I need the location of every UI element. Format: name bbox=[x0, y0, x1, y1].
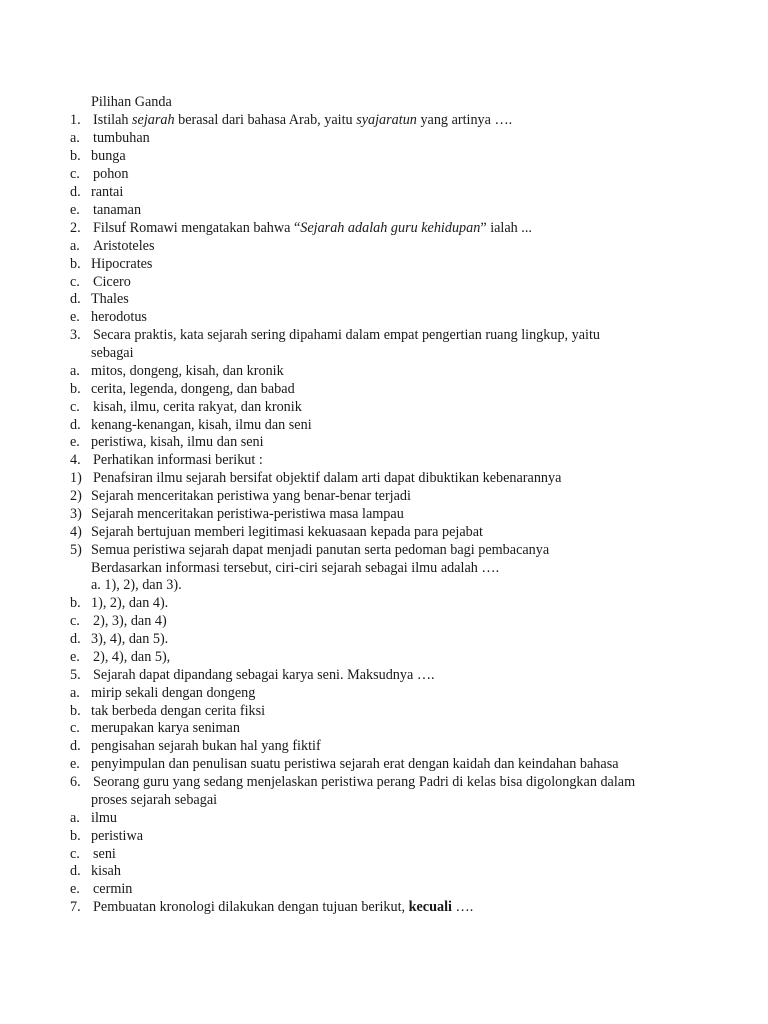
question-number: 4. bbox=[70, 452, 81, 468]
emphasis-kecuali: kecuali bbox=[408, 899, 452, 915]
question-number: 2. bbox=[70, 220, 81, 236]
question-text-continued: proses sejarah sebagai bbox=[91, 792, 218, 808]
question-number: 1. bbox=[70, 112, 81, 128]
document-page: Pilihan Ganda 1. Istilah sejarah berasal dari bahasa Arab, yaitu syajaratun yang artinya …. a. tumbuhan b. bunga c. pohon d. rantai e. tanaman 2. Filsuf Romawi mengatakan bahwa “Sejarah adalah guru kehidupan” ialah ... a. Aristoteles b. Hipocrates c. Cicero d. Thales e. herodotus 3. Secara praktis, kata sejarah sering dipahami dalam empat pengertian ruang lingkup, yaitu sebagai a. mitos, dongeng, kisah, dan kronik b. cerita, legenda, dongeng, dan babad c. kisah, ilmu, cerita rakyat, dan kronik d. kenang-kenangan, kisah, ilmu dan seni e. peristiwa, kisah, ilmu dan seni 4. Perhatikan informasi berikut : 1) Penafsiran ilmu sejarah bersifat objektif dalam arti dapat dibuktikan kebenarannya 2) Sejarah menceritakan peristiwa yang benar-benar terjadi 3) Sejarah menceritakan peristiwa-peristiwa masa lampau 4) Sejarah bertujuan memberi legitimasi kekuasaan kepada para pejabat 5) Semua peristiwa sejarah dapat menjadi panutan serta pedoman bagi pembacanya Berdasarkan informasi tersebut, ciri-ciri sejarah sebagai ilmu adalah …. a. 1), 2), dan 3). b. 1), 2), dan 4). c. 2), 3), dan 4) d. 3), 4), dan 5). e. 2), 4), dan 5), 5. Sejarah dapat dipandang sebagai karya seni. Maksudnya …. a. mirip sekali dengan dongeng b. tak berbeda dengan cerita fiksi c. merupakan karya seniman d. pengisahan sejarah bukan hal yang fiktif e. penyimpulan dan penulisan suatu peristiwa sejarah erat dengan kaidah dan keindahan bahasa 6. Seorang guru yang sedang menjelaskan peristiwa perang Padri di kelas bisa digolongkan dalam proses sejarah sebagai a. ilmu b. peristiwa c. seni d. kisah e. cermin 7. Pembuatan kronologi dilakukan dengan tujuan berikut, kecuali …. bbox=[70, 94, 636, 915]
question-text: Secara praktis, kata sejarah sering dipahami dalam empat pengertian ruang lingkup, yaitu bbox=[93, 327, 601, 343]
question-text: Seorang guru yang sedang menjelaskan peristiwa perang Padri di kelas bisa digolongkan dalam bbox=[93, 774, 636, 790]
question-number: 5. bbox=[70, 667, 81, 683]
question-text: Perhatikan informasi berikut : bbox=[93, 452, 263, 468]
question-text-continued: sebagai bbox=[91, 345, 134, 361]
question-number: 3. bbox=[70, 327, 81, 343]
question-text: Filsuf Romawi mengatakan bahwa “Sejarah adalah guru kehidupan” ialah ... bbox=[93, 220, 532, 236]
document-title: Pilihan Ganda bbox=[91, 94, 172, 110]
question-number: 7. bbox=[70, 899, 81, 915]
question-text: Pembuatan kronologi dilakukan dengan tujuan berikut, kecuali …. bbox=[93, 899, 474, 915]
option-a: a. 1), 2), dan 3). bbox=[91, 577, 182, 593]
question-text: Sejarah dapat dipandang sebagai karya seni. Maksudnya …. bbox=[93, 667, 435, 683]
question-followup: Berdasarkan informasi tersebut, ciri-ciri sejarah sebagai ilmu adalah …. bbox=[91, 560, 500, 576]
question-text: Istilah sejarah berasal dari bahasa Arab, yaitu syajaratun yang artinya …. bbox=[93, 112, 513, 128]
question-number: 6. bbox=[70, 774, 81, 790]
